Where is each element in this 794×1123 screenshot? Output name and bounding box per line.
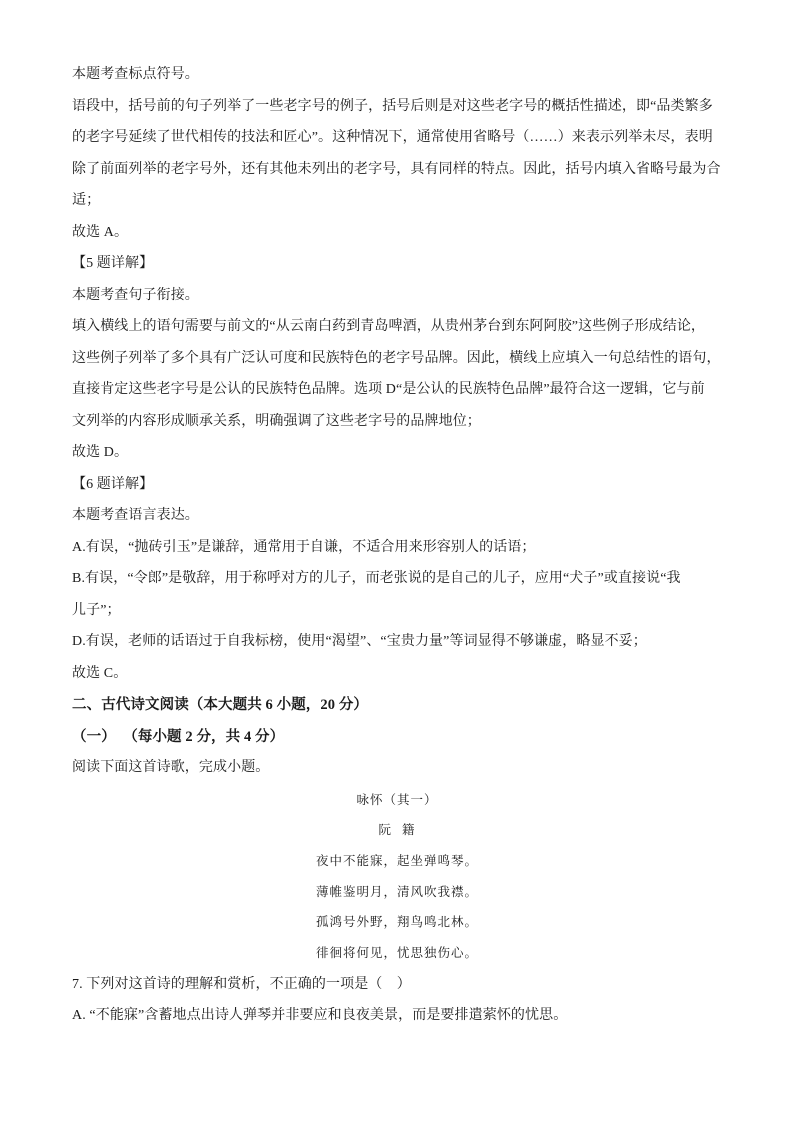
analysis-line: 直接肯定这些老字号是公认的民族特色品牌。选项 D“是公认的民族特色品牌”最符合这一逻辑，它与前 (72, 382, 705, 397)
analysis-line: 除了前面列举的老字号外，还有其他未列出的老字号，具有同样的特点。因此，括号内填入省略号最为合 (72, 162, 721, 177)
poem-author: 阮 籍 (378, 822, 416, 837)
analysis-line: 的老字号延续了世代相传的技法和匠心”。这种情况下，通常使用省略号（……）来表示列举未尽，表明 (72, 130, 713, 145)
analysis-line: 这些例子列举了多个具有广泛认可度和民族特色的老字号品牌。因此，横线上应填入一句总结性的语句， (72, 351, 721, 366)
poem-line: 孤鸿号外野，翔鸟鸣北林。 (315, 914, 478, 929)
option-analysis-line: D.有误，老师的话语过于自我标榜，使用“渴望”、“宝贵力量”等词显得不够谦虚，略显不妥； (72, 634, 647, 649)
section-heading: 二、古代诗文阅读（本大题共 6 小题，20 分） (72, 697, 369, 713)
analysis-line: 文列举的内容形成顺承关系，明确强调了这些老字号的品牌地位； (72, 414, 481, 429)
analysis-line: 填入横线上的语句需要与前文的“从云南白药到青岛啤酒，从贵州茅台到东阿阿胶”这些例子形成结论， (72, 319, 706, 334)
subsection-heading: （一） （每小题 2 分，共 4 分） (72, 729, 285, 745)
option-analysis-line: A.有误，“抛砖引玉”是谦辞，通常用于自谦，不适合用来形容别人的话语； (72, 540, 536, 555)
topic-line: 本题考查标点符号。 (72, 67, 199, 82)
poem-line: 徘徊将何见，忧思独伤心。 (315, 945, 478, 960)
option-analysis-line: B.有误，“令郎”是敬辞，用于称呼对方的儿子，而老张说的是自己的儿子，应用“犬子”或直接说“我 (72, 571, 681, 586)
answer-line: 故选 C。 (72, 666, 128, 681)
question-stem: 7. 下列对这首诗的理解和赏析，不正确的一项是（ ） (72, 977, 411, 992)
answer-line: 故选 D。 (72, 445, 129, 460)
option-a: A. “不能寐”含蓄地点出诗人弹琴并非要应和良夜美景，而是要排遣萦怀的忧思。 (72, 1008, 568, 1023)
poem-line: 夜中不能寐，起坐弹鸣琴。 (315, 853, 478, 868)
explanation-heading: 【6 题详解】 (72, 477, 154, 492)
topic-line: 本题考查句子衔接。 (72, 288, 199, 303)
explanation-heading: 【5 题详解】 (72, 256, 154, 271)
analysis-line: 语段中，括号前的句子列举了一些老字号的例子，括号后则是对这些老字号的概括性描述，即“品类繁多 (72, 99, 713, 114)
poem-line: 薄帷鉴明月，清风吹我襟。 (315, 884, 478, 899)
poem-title: 咏怀（其一） (356, 792, 438, 807)
analysis-line: 适； (72, 193, 101, 208)
reading-instruction: 阅读下面这首诗歌，完成小题。 (72, 760, 270, 775)
answer-line: 故选 A。 (72, 225, 129, 240)
topic-line: 本题考查语言表达。 (72, 508, 199, 523)
option-analysis-line: 儿子”； (72, 603, 121, 618)
